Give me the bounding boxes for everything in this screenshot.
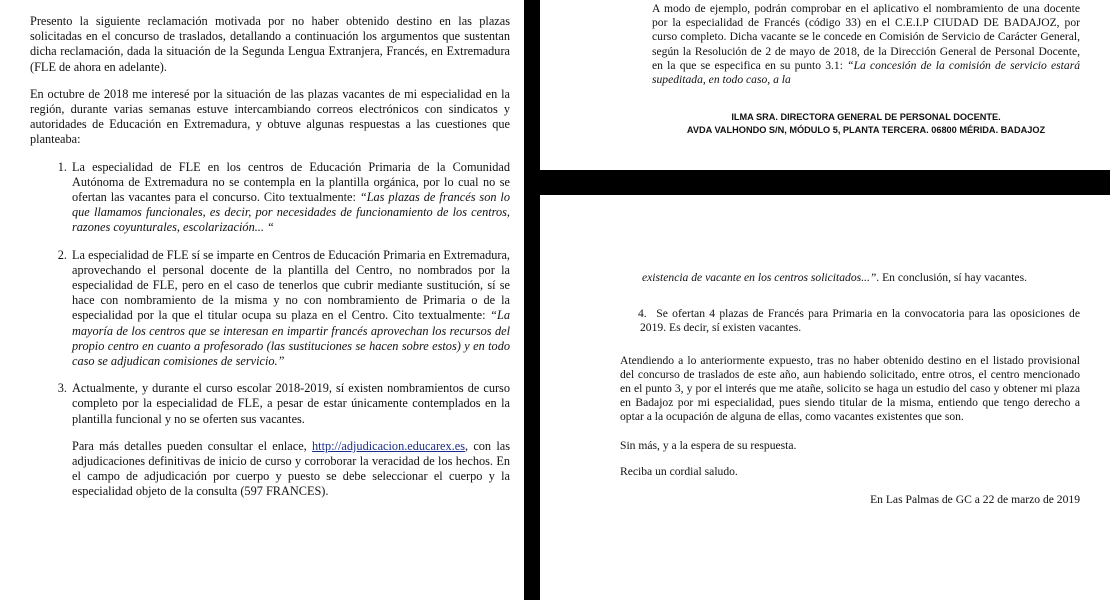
item-3-text: Actualmente, y durante el curso escolar 2018-2019, sí existen nombramientos de curso completo por la especialidad de FLE, a pesar de estar únicamente contemplados en la plantilla funcional y no se oferten sus vacantes.: [72, 381, 510, 426]
document-page-right-top: [540, 0, 1110, 170]
recipient-line-1: ILMA SRA. DIRECTORA GENERAL DE PERSONAL DOCENTE.: [731, 112, 1001, 123]
intro-paragraph: Presento la siguiente reclamación motivada por no haber obtenido destino en las plazas solicitadas en el concurso de traslados, detallando a continuación los argumentos que sustentan dicha reclamación, dada la situación de la Segunda Lengua Extranjera, Francés, en Extremadura (FLE de ahora en adelante).: [30, 14, 510, 74]
list-item: [70, 248, 510, 370]
context-paragraph: En octubre de 2018 me interesé por la situación de las plazas vacantes de mi especialidad en la región, durante varias semanas estuve intercambiando correos electrónicos con sindicatos y autoridades de Educación en Extremadura, y obtuve algunas respuestas a las cuestiones que planteaba:: [30, 86, 510, 147]
item-1-quote: “Las plazas de francés son lo que llamamos funcionales, es decir, por necesidades de funcionamiento de los centros, razones coyunturales, escolarización... “: [72, 190, 511, 235]
list-item: [620, 307, 1080, 335]
continued-text: . En conclusión, sí hay vacantes.: [876, 271, 1027, 284]
item-4-number: 4.: [638, 307, 647, 321]
list-item: [70, 160, 510, 236]
item-3-details: [72, 439, 510, 500]
signature-line: En Las Palmas de GC a 22 de marzo de 2019: [870, 493, 1080, 507]
example-text: A modo de ejemplo, podrán comprobar en el aplicativo el nombramiento de una docente por la especialidad de Francés (código 33) en el C.E.I.P CIUDAD DE BADAJOZ, por curso completo. Dicha vacante se le concede en Comisión de Servicio de Carácter General, según la Resolución de 2 de mayo de 2018, de la Dirección General de Personal Docente, en la que se especifica en su punto 3.1:: [652, 2, 1080, 72]
item-3-details-after: , con las adjudicaciones definitivas de inicio de curso y corroborar la veracidad de los hechos. En el campo de adjudicación por cuerpo y puesto se debe seleccionar el cuerpo y la especialidad objeto de la consulta (597 FRANCES).: [72, 438, 511, 499]
list-item: [70, 381, 510, 499]
document-page-right-bottom: [540, 195, 1110, 600]
document-page-left: [0, 0, 524, 600]
adjudicacion-link[interactable]: http://adjudicacion.educarex.es: [312, 438, 465, 453]
continued-quote: existencia de vacante en los centros solicitados...”: [642, 271, 877, 284]
continued-quote-paragraph: [620, 271, 1080, 285]
recipient-line-2: AVDA VALHONDO S/N, MÓDULO 5, PLANTA TERCERA. 06800 MÉRIDA. BADAJOZ: [686, 125, 1046, 136]
example-quote: “La concesión de la comisión de servicio estará supeditada, en todo caso, a la: [652, 58, 1080, 87]
item-3-details-before: Para más detalles pueden consultar el enlace,: [72, 438, 313, 453]
closing-line-1: Sin más, y a la espera de su respuesta.: [620, 438, 797, 452]
recipient-address: [652, 111, 1080, 137]
item-2-text: La especialidad de FLE sí se imparte en Centros de Educación Primaria en Extremadura, aprovechando el personal docente de la plantilla del Centro, no nombrados por la especialidad de FLE, pero en el caso de tenerlos que cubrir mediante sustitución, sí se hace con nombramiento de la misma y no con nombramiento de Primaria o de la especialidad por la que el titular ocupa su plaza en el Centro. Cito textualmente:: [72, 247, 510, 323]
closing-line-2: Reciba un cordial saludo.: [620, 464, 738, 478]
example-paragraph: [652, 2, 1080, 87]
item-4-text: Se ofertan 4 plazas de Francés para Primaria en la convocatoria para las oposiciones de 2019. Es decir, sí existen vacantes.: [640, 307, 1081, 335]
item-2-quote: “La mayoría de los centros que se interesan en impartir francés aprovechan los recursos del propio centro en cuanto a profesorado (las sustituciones se hacen sobre estos) y en todo caso se adjudican comisiones de servicio.”: [72, 308, 510, 369]
argument-list: [30, 160, 510, 500]
item-1-text: La especialidad de FLE en los centros de Educación Primaria de la Comunidad Autónoma de Extremadura no se contempla en la plantilla orgánica, por lo cual no se ofertan las vacantes para el concurso. Cito textualmente:: [72, 159, 510, 205]
conclusion-paragraph: Atendiendo a lo anteriormente expuesto, tras no haber obtenido destino en el listado provisional del concurso de traslados de este año, aun habiendo solicitado, entre otros, el centro mencionado en el punto 3, y por el interés que me atañe, solicito se haga un estudio del caso y obtener mi plaza en Badajoz por mi especialidad, pues siendo titular de la misma, entiendo que tengo derecho a optar a la ocupación de alguna de ellas, como vacantes existentes que son.: [620, 353, 1080, 424]
